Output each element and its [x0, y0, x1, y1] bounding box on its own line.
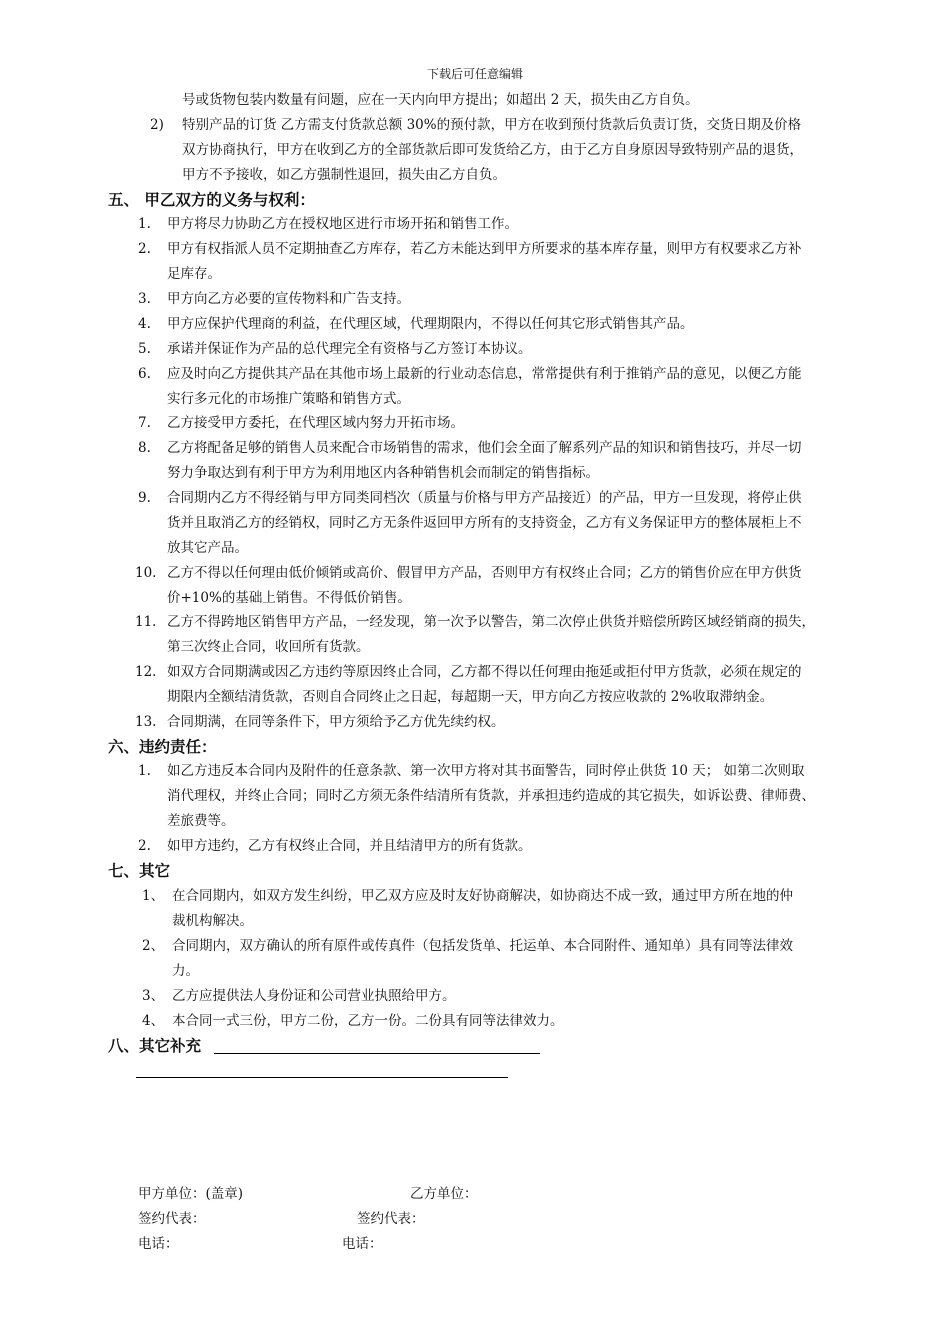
list-item-line: 如乙方违反本合同内及附件的任意条款、第一次甲方将对其书面警告，同时停止供货 10 天； 如第二次则取: [167, 763, 805, 779]
list-number: 6.: [138, 366, 151, 382]
party-a-phone-label: 电话：: [138, 1236, 179, 1252]
list-item-line: 乙方将配备足够的销售人员来配合市场销售的需求，他们会全面了解系列产品的知识和销售技巧，并尽一切: [167, 440, 802, 456]
list-number: 8.: [138, 440, 151, 456]
section-title: 七、其它: [108, 862, 171, 880]
list-item-line: 努力争取达到有利于甲方为利用地区内各种销售机会而制定的销售指标。: [167, 465, 599, 481]
item-text-line: 双方协商执行，甲方在收到乙方的全部货款后即可发货给乙方，由于乙方自身原因导致特别产品的退货，: [182, 142, 803, 158]
list-item-line: 乙方接受甲方委托，在代理区域内努力开拓市场。: [167, 415, 464, 431]
list-item-line: 足库存。: [167, 266, 221, 282]
continuation-line: 号或货物包装内数量有问题，应在一天内向甲方提出；如超出 2 天，损失由乙方自负。: [182, 92, 699, 108]
section-title: 五、 甲乙双方的义务与权利：: [108, 191, 315, 209]
list-number: 10.: [135, 565, 157, 581]
list-item-line: 如甲方违约，乙方有权终止合同，并且结清甲方的所有货款。: [167, 838, 532, 854]
list-number: 2.: [138, 838, 151, 854]
list-number: 2.: [138, 241, 151, 257]
list-item-line: 甲方将尽力协助乙方在授权地区进行市场开拓和销售工作。: [167, 216, 518, 232]
list-item-line: 货并且取消乙方的经销权，同时乙方无条件返回甲方所有的支持资金，乙方有义务保证甲方的整体展柜上不: [167, 515, 802, 531]
list-item-line: 甲方向乙方必要的宣传物料和广告支持。: [167, 291, 410, 307]
list-item-line: 放其它产品。: [167, 540, 248, 556]
list-number: 5.: [138, 341, 151, 357]
item-text-line: 特别产品的订货 乙方需支付货款总额 30%的预付款，甲方在收到预付货款后负责订货，交货日期及价格: [182, 117, 802, 133]
item-text-line: 甲方不予接收，如乙方强制性退回，损失由乙方自负。: [182, 167, 506, 183]
list-item-line: 甲方有权指派人员不定期抽查乙方库存，若乙方未能达到甲方所要求的基本库存量，则甲方有权要求乙方补: [167, 241, 802, 257]
fill-in-underline: [214, 1053, 540, 1054]
list-item-line: 合同期内，双方确认的所有原件或传真件（包括发货单、托运单、本合同附件、通知单）具有同等法律效: [172, 938, 793, 954]
list-number: 1.: [138, 216, 151, 232]
list-item-line: 应及时向乙方提供其产品在其他市场上最新的行业动态信息，常常提供有利于推销产品的意见，以便乙方能: [167, 366, 802, 382]
party-a-unit-label: 甲方单位：(盖章): [138, 1186, 244, 1202]
list-number: 12.: [135, 664, 157, 680]
list-item-line: 实行多元化的市场推广策略和销售方式。: [167, 391, 410, 407]
list-item-line: 乙方应提供法人身份证和公司营业执照给甲方。: [172, 988, 456, 1004]
list-item-line: 甲方应保护代理商的利益，在代理区域，代理期限内，不得以任何其它形式销售其产品。: [167, 316, 694, 332]
list-number: 3、: [142, 988, 165, 1004]
list-item-line: 期限内全额结清货款，否则自合同终止之日起，每超期一天，甲方向乙方按应收款的 2%收取滞纳金。: [167, 689, 774, 705]
list-number: 13.: [135, 714, 157, 730]
list-item-line: 如双方合同期满或因乙方违约等原因终止合同，乙方都不得以任何理由拖延或拒付甲方货款，必须在规定的: [167, 664, 802, 680]
party-a-representative-label: 签约代表：: [138, 1211, 206, 1227]
list-item-line: 承诺并保证作为产品的总代理完全有资格与乙方签订本协议。: [167, 341, 532, 357]
party-b-phone-label: 电话：: [342, 1236, 383, 1252]
page-header: 下载后可任意编辑: [426, 67, 523, 81]
list-item-line: 在合同期内，如双方发生纠纷，甲乙双方应及时友好协商解决，如协商达不成一致，通过甲方所在地的仲: [172, 888, 793, 904]
list-number: 3.: [138, 291, 151, 307]
list-number: 4.: [138, 316, 151, 332]
list-item-line: 本合同一式三份，甲方二份，乙方一份。二份具有同等法律效力。: [172, 1013, 564, 1029]
list-number: 2、: [142, 938, 165, 954]
list-number: 4、: [142, 1013, 165, 1029]
party-b-representative-label: 签约代表：: [357, 1211, 425, 1227]
list-number: 1.: [138, 763, 151, 779]
list-item-line: 价+10%的基础上销售。不得低价销售。: [167, 590, 411, 606]
list-number: 1、: [142, 888, 165, 904]
party-b-unit-label: 乙方单位：: [410, 1186, 478, 1202]
item-number: 2): [150, 117, 164, 133]
section-title: 六、违约责任：: [108, 738, 217, 756]
list-number: 11.: [135, 614, 157, 630]
list-item-line: 合同期满，在同等条件下，甲方须给予乙方优先续约权。: [167, 714, 505, 730]
list-item-line: 乙方不得以任何理由低价倾销或高价、假冒甲方产品，否则甲方有权终止合同；乙方的销售价应在甲方供货: [167, 565, 802, 581]
section-title: 八、其它补充: [108, 1037, 202, 1055]
list-item-line: 差旅费等。: [167, 813, 235, 829]
list-item-line: 第三次终止合同，收回所有货款。: [167, 639, 370, 655]
list-item-line: 裁机构解决。: [172, 913, 253, 929]
list-item-line: 合同期内乙方不得经销与甲方同类同档次（质量与价格与甲方产品接近）的产品，甲方一旦发现，将停止供: [167, 490, 802, 506]
fill-in-underline: [136, 1077, 508, 1078]
list-item-line: 消代理权，并终止合同；同时乙方须无条件结清所有货款，并承担违约造成的其它损失，如诉讼费、律师费、: [167, 788, 815, 804]
list-item-line: 乙方不得跨地区销售甲方产品，一经发现，第一次予以警告，第二次停止供货并赔偿所跨区域经销商的损失，: [167, 614, 815, 630]
list-item-line: 力。: [172, 963, 199, 979]
list-number: 7.: [138, 415, 151, 431]
list-number: 9.: [138, 490, 151, 506]
